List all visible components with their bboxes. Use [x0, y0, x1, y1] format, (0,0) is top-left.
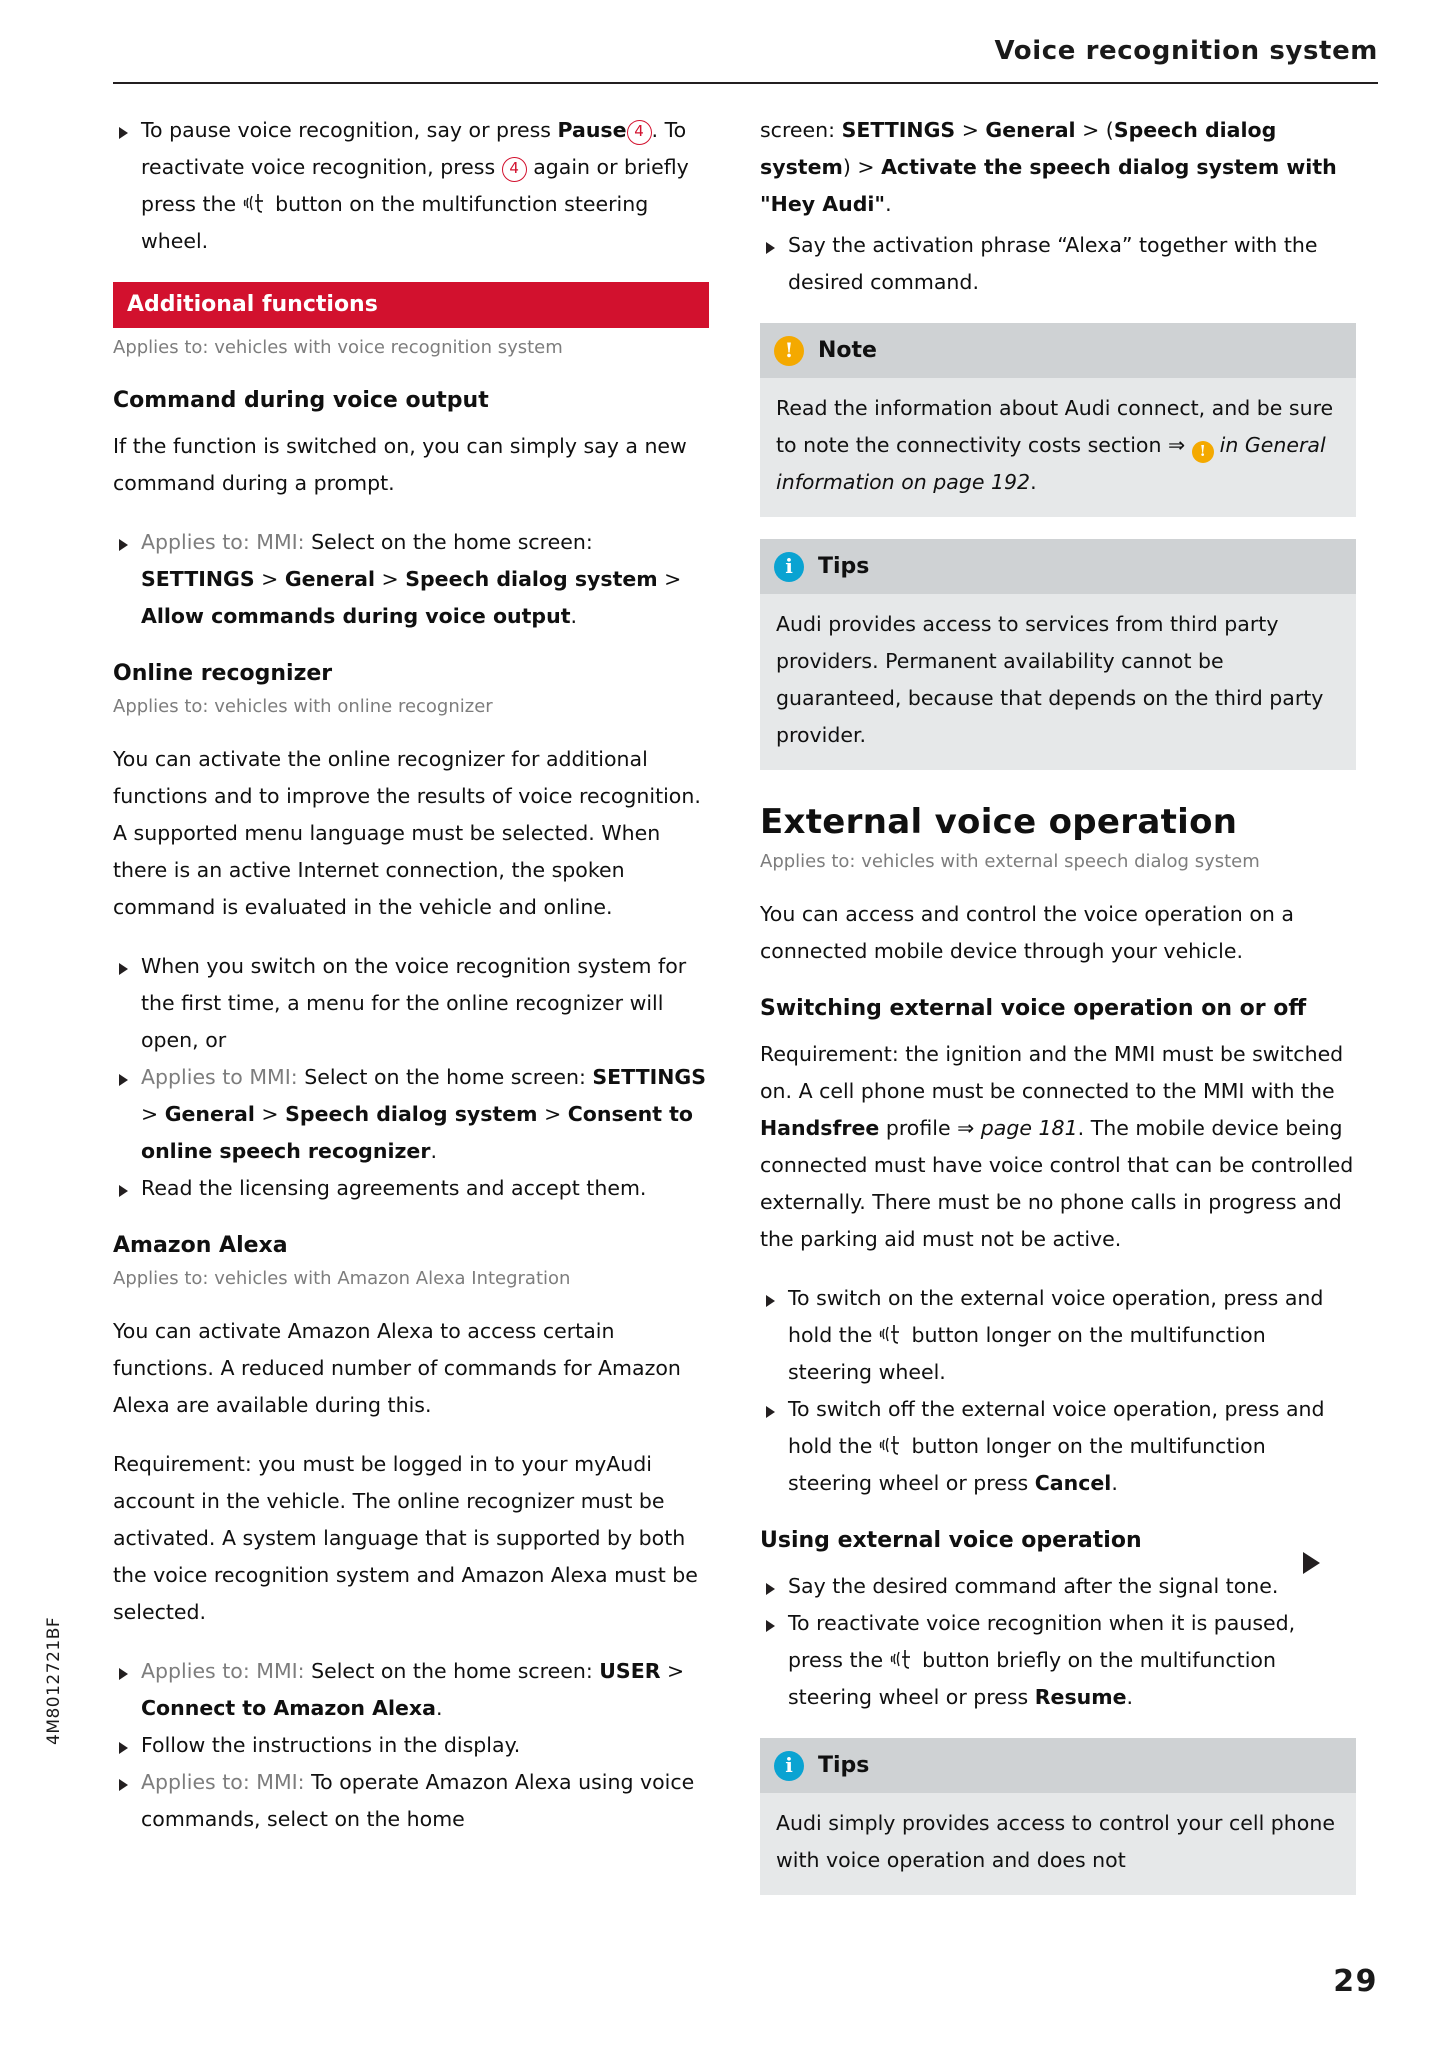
bullet-alexa-operate: [113, 1764, 709, 1838]
left-column: [113, 112, 709, 1860]
alexa-phrase-bullet-list: [760, 227, 1356, 301]
cross-reference-arrow-icon-2: ⇒: [957, 1116, 981, 1140]
command-bullet-list: [113, 524, 709, 635]
pause-text-4: button on the multifunction steering wheel.: [141, 192, 649, 253]
switch-off-text-3: .: [1111, 1471, 1118, 1495]
note-box-body: [760, 378, 1356, 517]
menu-settings-2: SETTINGS: [592, 1065, 706, 1089]
note-box: [760, 323, 1356, 517]
alexa-text-1: Select on the home screen:: [304, 1659, 600, 1683]
note-text-2: .: [1030, 470, 1037, 494]
tips-box-1-title: Tips: [818, 554, 870, 579]
applies-inline-mmi-1: Applies to: MMI:: [141, 530, 305, 554]
sep-8: >: [955, 118, 986, 142]
sep-5: >: [254, 1102, 286, 1126]
page-continue-arrow-icon: [1303, 1552, 1320, 1574]
switch-page-reference: page 181: [980, 1116, 1078, 1140]
tips-box-1: [760, 539, 1356, 770]
switch-off-text-1: To switch off the external voice operation, press and hold the: [788, 1397, 1325, 1458]
menu-general-1: General: [284, 567, 376, 591]
cont-text-2: .: [885, 192, 892, 216]
alexa-bullet-list: [113, 1653, 709, 1838]
online-text-2: .: [430, 1139, 437, 1163]
switch-on-text-1: To switch on the external voice operation, press and hold the: [788, 1286, 1324, 1347]
heading-amazon-alexa: Amazon Alexa: [113, 1233, 288, 1258]
paragraph-alexa-1: You can activate Amazon Alexa to access certain functions. A reduced number of commands for Amazon Alexa are available during this.: [113, 1319, 681, 1417]
menu-speech-dialog-system-1: Speech dialog system: [405, 567, 658, 591]
online-recognizer-bullet-list: [113, 948, 709, 1207]
menu-speech-dialog-system-2: Speech dialog system: [285, 1102, 538, 1126]
voice-button-icon-4: [890, 1648, 916, 1670]
heading-command-during-voice-output: Command during voice output: [113, 388, 489, 413]
using-bullet-list: [760, 1568, 1356, 1716]
heading-online-recognizer: Online recognizer: [113, 661, 333, 686]
bullet-say-command-after-tone: Say the desired command after the signal tone.: [760, 1568, 1356, 1605]
paragraph-online-recognizer: You can activate the online recognizer for additional functions and to improve the results of voice recognition. A supported menu language must be selected. When there is an active Internet connection, the spoken command is evaluated in the vehicle and online.: [113, 747, 701, 919]
paragraph-external-voice-operation: You can access and control the voice operation on a connected mobile device through your vehicle.: [760, 902, 1294, 963]
menu-activate-hey-audi: Activate the speech dialog system with "Hey Audi": [760, 155, 1337, 216]
note-box-header: [760, 323, 1356, 378]
bullet-pause-voice-recognition: [113, 112, 709, 260]
pause-text-1: To pause voice recognition, say or press: [141, 118, 558, 142]
using-text-3: .: [1126, 1685, 1134, 1709]
pause-text-2: . To reactivate voice recognition, press: [141, 118, 687, 179]
callout-number-4b: 4: [502, 157, 527, 182]
command-text-1: Select on the home screen:: [304, 530, 593, 554]
cont-text-1: screen:: [760, 118, 842, 142]
header-divider: [113, 82, 1378, 84]
bullet-alexa-follow-instructions: Follow the instructions in the display.: [113, 1727, 709, 1764]
using-text-2: button briefly on the multifunction steering wheel or press: [788, 1648, 1276, 1709]
alexa-text-3: To operate Amazon Alexa using voice commands, select on the home: [141, 1770, 695, 1831]
menu-settings-3: SETTINGS: [841, 118, 956, 142]
applies-inline-mmi-3: Applies to: MMI:: [141, 1659, 305, 1683]
bullet-alexa-connect: [113, 1653, 709, 1727]
note-box-title: Note: [818, 338, 877, 363]
info-icon: i: [774, 552, 804, 582]
command-text-2: .: [570, 604, 578, 628]
heading-using-external-voice: Using external voice operation: [760, 1528, 1142, 1553]
bullet-online-first-time: When you switch on the voice recognition system for the first time, a menu for the online recognizer will open, or: [113, 948, 709, 1059]
bullet-online-licensing: Read the licensing agreements and accept them.: [113, 1170, 709, 1207]
voice-button-icon: [243, 192, 269, 214]
switching-bullet-list: [760, 1280, 1356, 1502]
switch-off-text-2: button longer on the multifunction steering wheel or press: [788, 1434, 1266, 1495]
using-text-1: To reactivate voice recognition when it is paused, press the: [788, 1611, 1296, 1672]
menu-consent-online-recognizer: Consent to online speech recognizer: [141, 1102, 694, 1163]
bullet-switch-on-external: [760, 1280, 1356, 1391]
menu-speech-dialog-system-3: Speech dialog system: [760, 118, 1277, 179]
cross-reference-arrow-icon: ⇒: [1167, 433, 1192, 457]
profile-handsfree: Handsfree: [760, 1116, 880, 1140]
section-heading-additional-functions: Additional functions: [113, 282, 709, 328]
voice-button-icon-2: [879, 1323, 905, 1345]
tips-box-2: [760, 1738, 1356, 1895]
sep-6: >: [537, 1102, 568, 1126]
menu-general-3: General: [985, 118, 1076, 142]
applies-to-amazon-alexa: Applies to: vehicles with Amazon Alexa Integration: [113, 1268, 571, 1289]
sep-7: >: [660, 1659, 685, 1683]
tips-box-2-title: Tips: [818, 1753, 870, 1778]
bullet-reactivate-voice-recognition: [760, 1605, 1356, 1716]
paragraph-alexa-2: Requirement: you must be logged in to your myAudi account in the vehicle. The online recognizer must be activated. A system language that is supported by both the voice recognition system and Amazon Alexa must be selected.: [113, 1452, 698, 1624]
switch-on-text-2: button longer on the multifunction steering wheel.: [788, 1323, 1266, 1384]
online-text-1: Select on the home screen:: [297, 1065, 593, 1089]
switch-text-1: Requirement: the ignition and the MMI must be switched on. A cell phone must be connected to the MMI with the: [760, 1042, 1344, 1103]
voice-button-icon-3: [879, 1434, 905, 1456]
menu-general-2: General: [164, 1102, 255, 1126]
bullet-command-mmi-path: [113, 524, 709, 635]
tips-box-2-header: [760, 1738, 1356, 1793]
sep-4: >: [141, 1102, 165, 1126]
callout-number-4a: 4: [627, 120, 652, 145]
page-number: 29: [1333, 1964, 1378, 1999]
document-side-code: 4M8012721BF: [44, 1616, 64, 1745]
paragraph-command-during-voice-output: If the function is switched on, you can simply say a new command during a prompt.: [113, 434, 687, 495]
bullet-switch-off-external: [760, 1391, 1356, 1502]
sep-9: > (: [1075, 118, 1114, 142]
sep-3: >: [657, 567, 682, 591]
menu-user: USER: [599, 1659, 661, 1683]
pause-keyword: Pause: [557, 118, 627, 142]
menu-connect-amazon-alexa: Connect to Amazon Alexa: [141, 1696, 436, 1720]
page-header-title: Voice recognition system: [994, 36, 1378, 66]
applies-inline-mmi-2: Applies to MMI:: [141, 1065, 298, 1089]
note-reference: in General information on page 192: [776, 433, 1326, 494]
applies-to-additional-functions: Applies to: vehicles with voice recognition system: [113, 337, 563, 358]
exclamation-icon-inline: !: [1192, 441, 1214, 463]
menu-settings-1: SETTINGS: [141, 567, 255, 591]
bullet-say-alexa-phrase: Say the activation phrase “Alexa” together with the desired command.: [760, 227, 1356, 301]
pause-bullet-list: [113, 112, 709, 260]
button-resume-label: Resume: [1034, 1685, 1127, 1709]
alexa-text-2: .: [436, 1696, 443, 1720]
paragraph-switching-requirement: [760, 1036, 1356, 1258]
tips-box-2-body: Audi simply provides access to control your cell phone with voice operation and does not: [760, 1793, 1356, 1895]
tips-box-1-body: Audi provides access to services from third party providers. Permanent availability cannot be guaranteed, because that depends on the third party provider.: [760, 594, 1356, 770]
applies-inline-mmi-4: Applies to: MMI:: [141, 1770, 305, 1794]
note-text-1: Read the information about Audi connect, and be sure to note the connectivity costs section: [776, 396, 1334, 457]
exclamation-icon: !: [774, 336, 804, 366]
bullet-online-mmi-path: [113, 1059, 709, 1170]
pause-text-3: again or briefly press the: [141, 155, 689, 216]
heading-external-voice-operation: External voice operation: [760, 802, 1238, 842]
tips-box-1-header: [760, 539, 1356, 594]
right-column: [760, 112, 1356, 1917]
sep-2: >: [375, 567, 406, 591]
switch-text-2: profile: [879, 1116, 958, 1140]
info-icon-2: i: [774, 1751, 804, 1781]
switch-text-3: . The mobile device being connected must have voice control that can be controlled externally. There must be no phone calls in progress and the parking aid must not be active.: [760, 1116, 1354, 1251]
sep-1: >: [254, 567, 285, 591]
paragraph-continued-hey-audi: [760, 112, 1356, 223]
button-cancel-label: Cancel: [1034, 1471, 1112, 1495]
applies-to-external-voice-operation: Applies to: vehicles with external speech dialog system: [760, 851, 1260, 872]
applies-to-online-recognizer: Applies to: vehicles with online recognizer: [113, 696, 493, 717]
heading-switching-external-voice: Switching external voice operation on or off: [760, 996, 1307, 1021]
sep-10: ) >: [842, 155, 882, 179]
menu-allow-commands: Allow commands during voice output: [141, 604, 571, 628]
